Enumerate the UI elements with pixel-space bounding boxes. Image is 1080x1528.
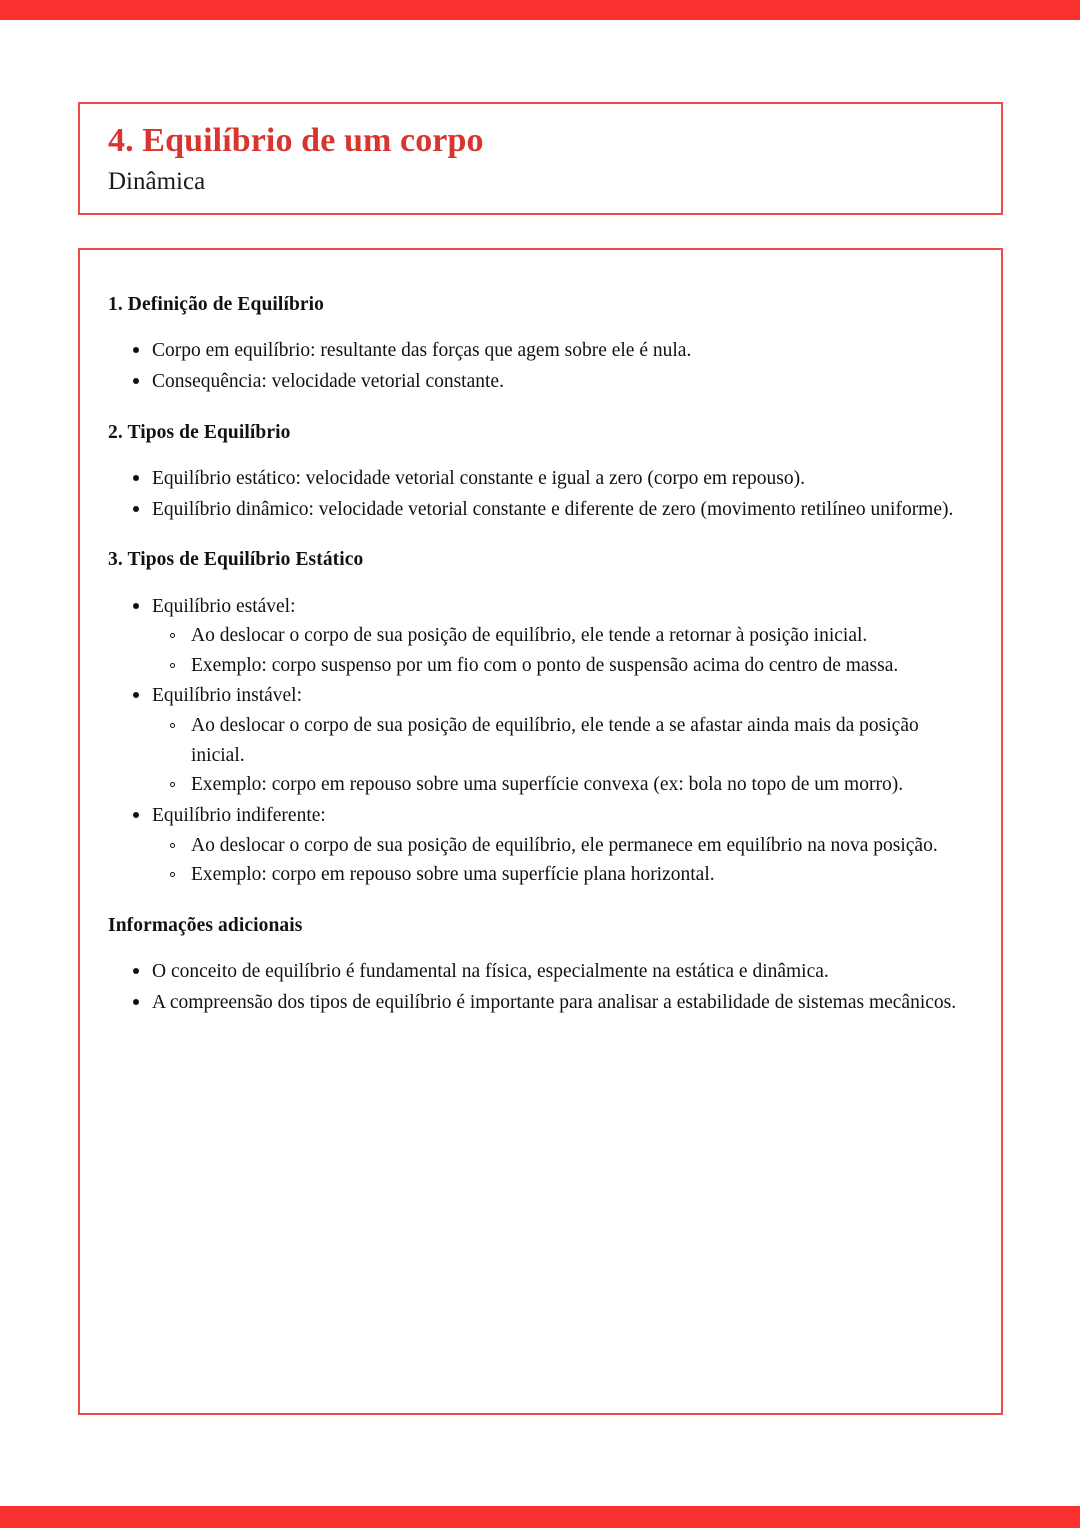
list-item bbox=[108, 988, 971, 1018]
list-item bbox=[108, 495, 971, 525]
list-item-text: Equilíbrio indiferente: bbox=[152, 804, 326, 826]
bullet-list bbox=[108, 592, 971, 890]
sub-list-item: Ao deslocar o corpo de sua posição de equilíbrio, ele tende a retornar à posição inicial. bbox=[152, 621, 971, 651]
document-content-box bbox=[78, 248, 1003, 1415]
page-subtitle: Dinâmica bbox=[108, 168, 206, 196]
section-spacer bbox=[108, 398, 971, 420]
list-item-text: Consequência: velocidade vetorial constante. bbox=[152, 370, 504, 392]
list-item bbox=[108, 801, 971, 890]
section-heading: Informações adicionais bbox=[108, 914, 303, 936]
section-definicao-de-equilibrio bbox=[108, 292, 971, 397]
section-informacoes-adicionais bbox=[108, 913, 971, 1018]
sub-list-item: Ao deslocar o corpo de sua posição de equilíbrio, ele permanece em equilíbrio na nova posição. bbox=[152, 831, 971, 861]
sub-bullet-list bbox=[152, 621, 971, 680]
list-item bbox=[108, 464, 971, 494]
sub-list-item: Exemplo: corpo suspenso por um fio com o ponto de suspensão acima do centro de massa. bbox=[152, 651, 971, 681]
list-item bbox=[108, 336, 971, 366]
list-item-text: Equilíbrio estático: velocidade vetorial constante e igual a zero (corpo em repouso). bbox=[152, 467, 806, 489]
document-page bbox=[0, 20, 1080, 1506]
section-spacer bbox=[108, 525, 971, 547]
section-heading: 2. Tipos de Equilíbrio bbox=[108, 421, 291, 443]
section-spacer bbox=[108, 891, 971, 913]
sub-list-item: Ao deslocar o corpo de sua posição de equilíbrio, ele tende a se afastar ainda mais da posição inicial. bbox=[152, 711, 971, 770]
section-tipos-de-equilibrio bbox=[108, 420, 971, 525]
sub-bullet-list bbox=[152, 711, 971, 800]
bottom-accent-bar bbox=[0, 1506, 1080, 1528]
list-item-text: Equilíbrio estável: bbox=[152, 595, 296, 617]
sub-list-item: Exemplo: corpo em repouso sobre uma superfície plana horizontal. bbox=[152, 860, 971, 890]
section-heading: 3. Tipos de Equilíbrio Estático bbox=[108, 549, 364, 571]
bullet-list bbox=[108, 957, 971, 1017]
list-item bbox=[108, 957, 971, 987]
list-item-text: Corpo em equilíbrio: resultante das forças que agem sobre ele é nula. bbox=[152, 340, 692, 362]
sub-list-item: Exemplo: corpo em repouso sobre uma superfície convexa (ex: bola no topo de um morro). bbox=[152, 770, 971, 800]
list-item-text: Equilíbrio dinâmico: velocidade vetorial constante e diferente de zero (movimento retilíneo uniforme). bbox=[152, 498, 954, 520]
sub-bullet-list bbox=[152, 831, 971, 890]
document-content-inner bbox=[80, 250, 1001, 1017]
list-item-text: O conceito de equilíbrio é fundamental na física, especialmente na estática e dinâmica. bbox=[152, 961, 829, 983]
list-item-text: A compreensão dos tipos de equilíbrio é importante para analisar a estabilidade de sistemas mecânicos. bbox=[152, 991, 957, 1013]
list-item-text: Equilíbrio instável: bbox=[152, 685, 303, 707]
section-heading: 1. Definição de Equilíbrio bbox=[108, 294, 325, 315]
document-header-box bbox=[78, 102, 1003, 215]
bullet-list bbox=[108, 336, 971, 396]
bullet-list bbox=[108, 464, 971, 524]
section-tipos-de-equilibrio-estatico bbox=[108, 547, 971, 890]
list-item bbox=[108, 367, 971, 397]
page-title: 4. Equilíbrio de um corpo bbox=[108, 122, 484, 159]
document-header-inner bbox=[80, 104, 1001, 197]
top-accent-bar bbox=[0, 0, 1080, 20]
list-item bbox=[108, 681, 971, 800]
list-item bbox=[108, 592, 971, 681]
